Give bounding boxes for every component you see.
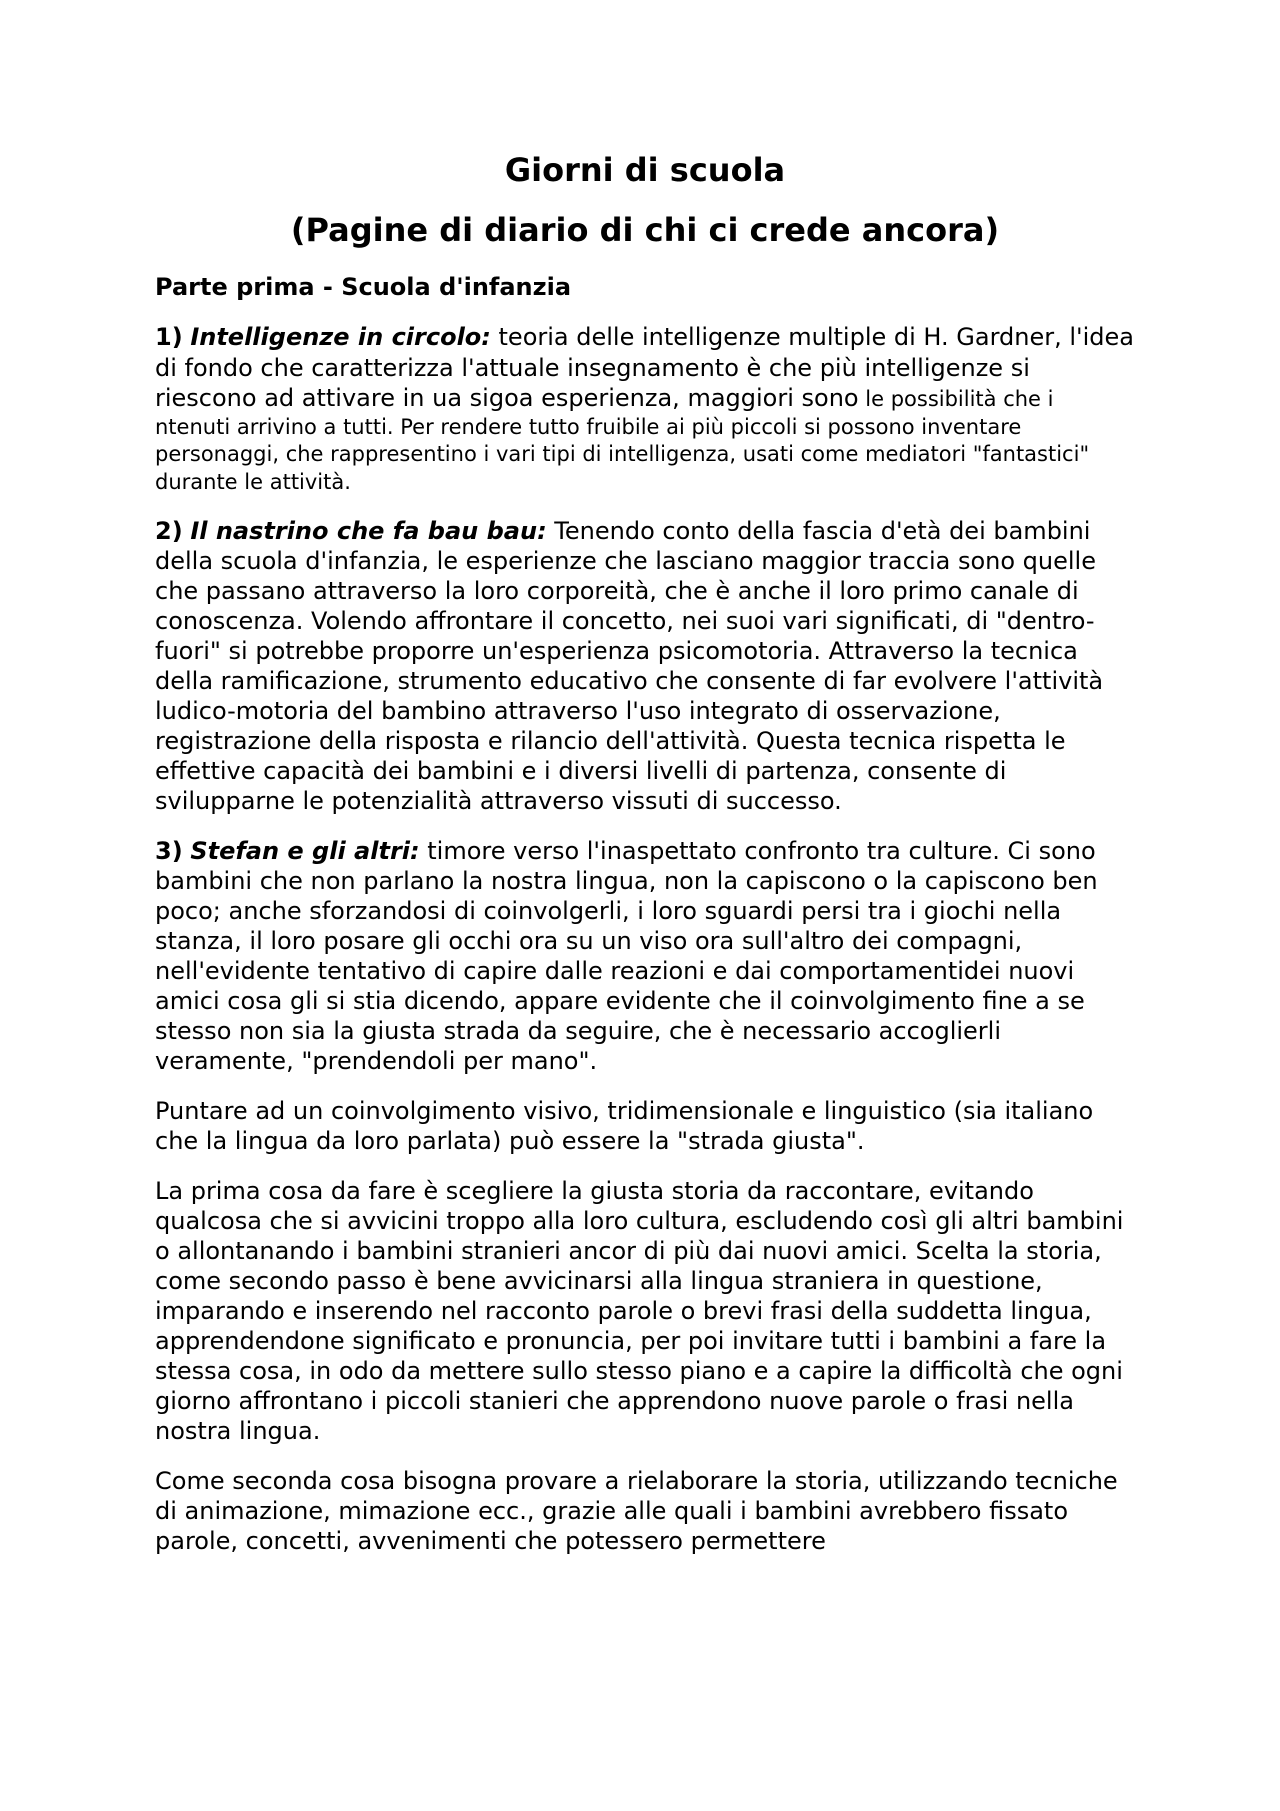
item-number: 2): [155, 517, 183, 545]
section-heading: Parte prima - Scuola d'infanzia: [155, 273, 572, 301]
document-subtitle: (Pagine di diario di chi ci crede ancora): [290, 211, 1000, 249]
document-page: [155, 150, 1135, 1576]
item-label: Stefan e gli altri:: [190, 837, 420, 865]
item-label: Intelligenze in circolo:: [190, 323, 491, 351]
body-paragraph: Puntare ad un coinvolgimento visivo, tridimensionale e linguistico (sia italiano che la lingua da loro parlata) può essere la "strada giusta".: [155, 1097, 1094, 1155]
item-label: Il nastrino che fa bau bau:: [190, 517, 547, 545]
item-paragraph-3: [155, 836, 1135, 1076]
item-paragraph-1: [155, 322, 1135, 496]
item-paragraph-2: [155, 516, 1135, 816]
item-text: Tenendo conto della fascia d'età dei bambini della scuola d'infanzia, le esperienze che lasciano maggior traccia sono quelle che passano attraverso la loro corporeità, che è anche il loro primo canale di conoscenza. Volendo affrontare il concetto, nei suoi vari significati, di "dentro-fuori" si potrebbe proporre un'esperienza psicomotoria. Attraverso la tecnica della ramificazione, strumento educativo che consente di far evolvere l'attività ludico-motoria del bambino attraverso l'uso integrato di osservazione, registrazione della risposta e rilancio dell'attività. Questa tecnica rispetta le effettive capacità dei bambini e i diversi livelli di partenza, consente di svilupparne le potenzialità attraverso vissuti di successo.: [155, 517, 1104, 815]
item-number: 1): [155, 323, 183, 351]
item-text-rest: le possibilità che i ntenuti arrivino a tutti. Per rendere tutto fruibile ai più piccoli si possono inventare personaggi, che rappresentino i vari tipi di intelligenza, usati come mediatori "fantastici" durante le attività.: [155, 387, 1090, 494]
document-title: Giorni di scuola: [504, 151, 786, 189]
item-number: 3): [155, 837, 183, 865]
item-text: timore verso l'inaspettato confronto tra culture. Ci sono bambini che non parlano la nostra lingua, non la capiscono o la capiscono ben poco; anche sforzandosi di coinvolgerli, i loro sguardi persi tra i giochi nella stanza, il loro posare gli occhi ora su un viso ora sull'altro dei compagni, nell'evidente tentativo di capire dalle reazioni e dai comportamentidei nuovi amici cosa gli si stia dicendo, appare evidente che il coinvolgimento fine a se stesso non sia la giusta strada da seguire, che è necessario accoglierli veramente, "prendendoli per mano".: [155, 837, 1098, 1075]
body-paragraph: La prima cosa da fare è scegliere la giusta storia da raccontare, evitando qualcosa che si avvicini troppo alla loro cultura, escludendo così gli altri bambini o allontanando i bambini stranieri ancor di più dai nuovi amici. Scelta la storia, come secondo passo è bene avvicinarsi alla lingua straniera in questione, imparando e inserendo nel racconto parole o brevi frasi della suddetta lingua, apprendendone significato e pronuncia, per poi invitare tutti i bambini a fare la stessa cosa, in odo da mettere sullo stesso piano e a capire la difficoltà che ogni giorno affrontano i piccoli stanieri che apprendono nuove parole o frasi nella nostra lingua.: [155, 1177, 1124, 1445]
body-paragraph: Come seconda cosa bisogna provare a rielaborare la storia, utilizzando tecniche di animazione, mimazione ecc., grazie alle quali i bambini avrebbero fissato parole, concetti, avvenimenti che potessero permettere: [155, 1467, 1118, 1555]
item-text-lead: teoria delle intelligenze multiple di H. Gardner, l'idea di fondo che caratterizza l'attuale insegnamento è che più intelligenze si riescono ad attivare in ua sigoa esperienza, maggiori sono: [155, 323, 1135, 412]
